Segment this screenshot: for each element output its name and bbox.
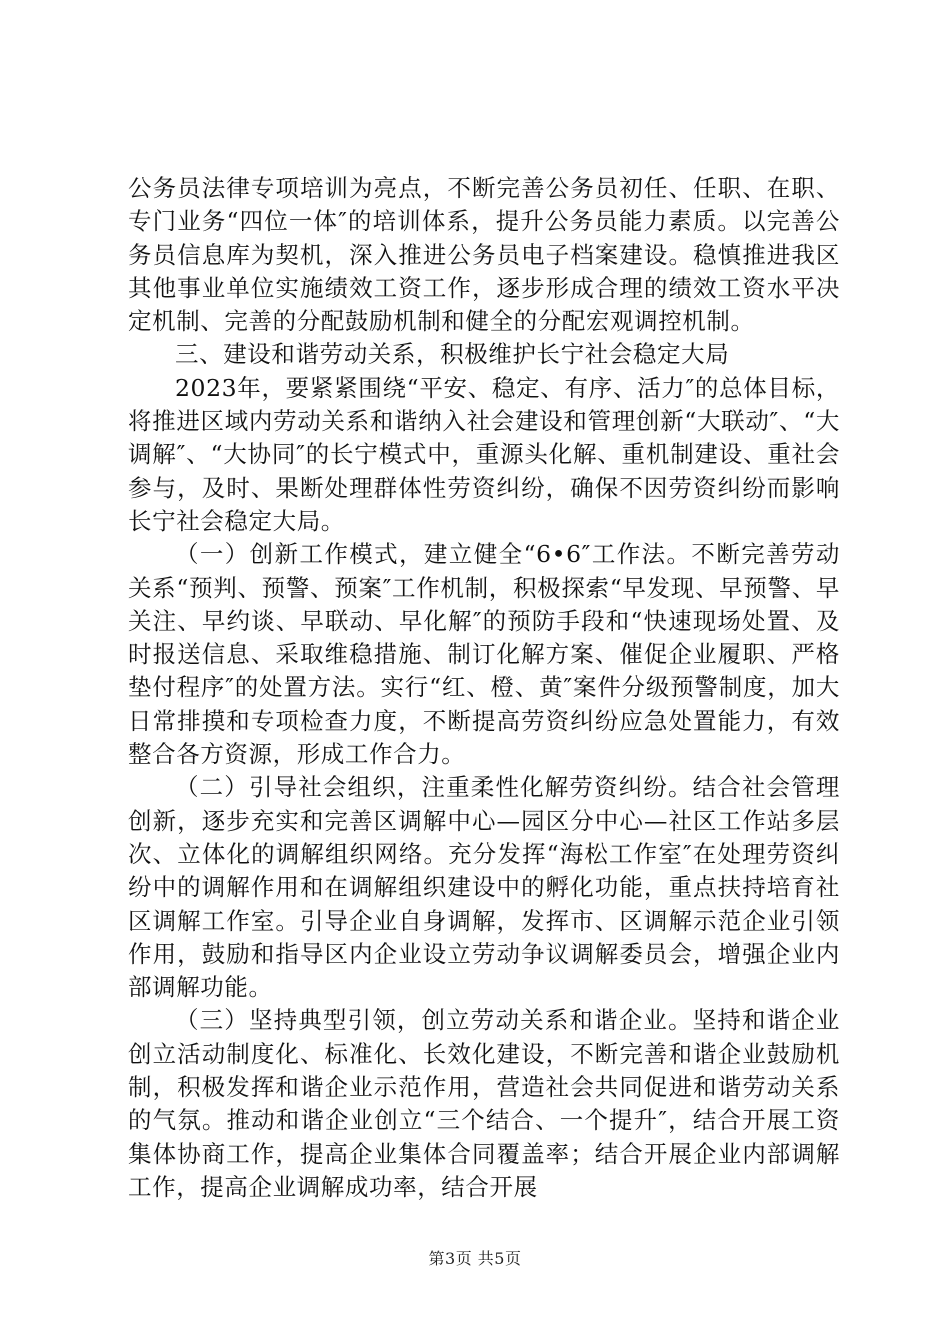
- paragraph: 2023年，要紧紧围绕“平安、稳定、有序、活力″的总体目标，将推进区域内劳动关系和谐纳入社会建设和管理创新“大联动″、“大调解″、“大协同″的长宁模式中，重源头化解、重机制建设、重社会参与，及时、果断处理群体性劳资纠纷，确保不因劳资纠纷而影响长宁社会稳定大局。: [128, 373, 840, 535]
- paragraph-continued: 公务员法律专项培训为亮点，不断完善公务员初任、任职、在职、专门业务“四位一体″的培训体系，提升公务员能力素质。以完善公务员信息库为契机，深入推进公务员电子档案建设。稳慎推进我区其他事业单位实施绩效工资工作，逐步形成合理的绩效工资水平决定机制、完善的分配鼓励机制和健全的分配宏观调控机制。: [128, 174, 840, 336]
- document-body: [128, 172, 840, 1204]
- paragraph: （一）创新工作模式，建立健全“6•6″工作法。不断完善劳动关系“预判、预警、预案″工作机制，积极探索“早发现、早预警、早关注、早约谈、早联动、早化解″的预防手段和“快速现场处置、及时报送信息、采取维稳措施、制订化解方案、催促企业履职、严格垫付程序″的处置方法。实行“红、橙、黄″案件分级预警制度，加大日常排摸和专项检查力度，不断提高劳资纠纷应急处置能力，有效整合各方资源，形成工作合力。: [128, 540, 840, 769]
- page-number-footer: 第3页 共5页: [428, 1249, 522, 1268]
- paragraph: （二）引导社会组织，注重柔性化解劳资纠纷。结合社会管理创新，逐步充实和完善区调解中心—园区分中心—社区工作站多层次、立体化的调解组织网络。充分发挥“海松工作室″在处理劳资纠纷中的调解作用和在调解组织建设中的孵化功能，重点扶持培育社区调解工作室。引导企业自身调解，发挥市、区调解示范企业引领作用，鼓励和指导区内企业设立劳动争议调解委员会，增强企业内部调解功能。: [128, 773, 840, 1002]
- section-heading: 三、建设和谐劳动关系，积极维护长宁社会稳定大局: [175, 340, 730, 369]
- paragraph: （三）坚持典型引领，创立劳动关系和谐企业。坚持和谐企业创立活动制度化、标准化、长效化建设，不断完善和谐企业鼓励机制，积极发挥和谐企业示范作用，营造社会共同促进和谐劳动关系的气氛。推动和谐企业创立“三个结合、一个提升″，结合开展工资集体协商工作，提高企业集体合同覆盖率；结合开展企业内部调解工作，提高企业调解成功率，结合开展: [128, 1006, 840, 1201]
